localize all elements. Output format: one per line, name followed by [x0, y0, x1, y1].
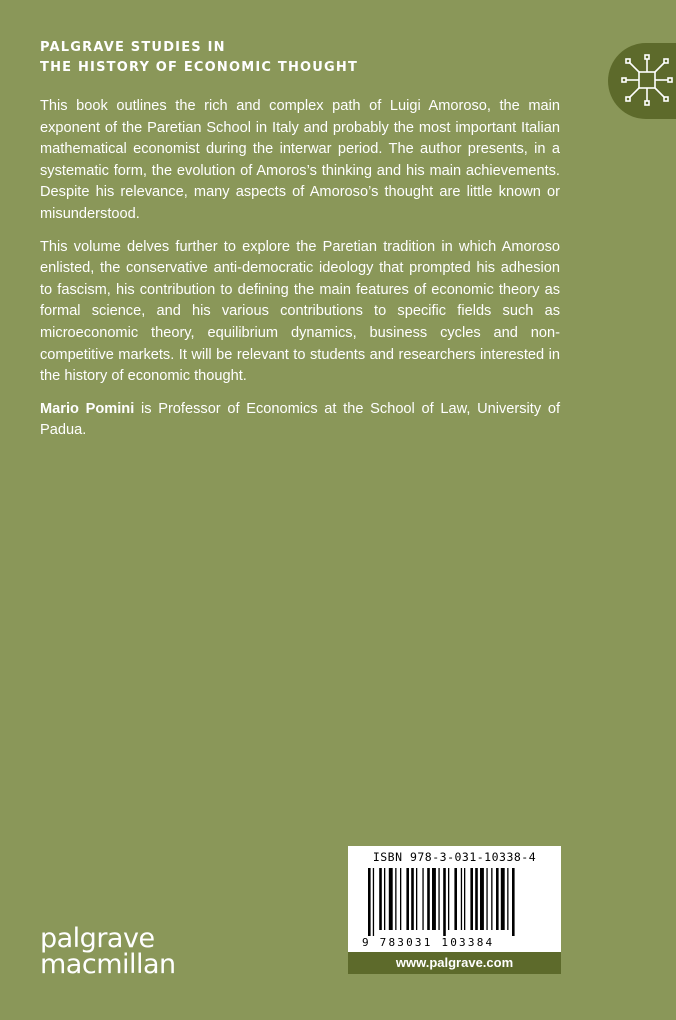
author-bio-text: is Professor of Economics at the School of Law, University of Padua. [40, 400, 561, 439]
barcode-box [348, 846, 561, 952]
series-line-1: PALGRAVE STUDIES IN [40, 40, 226, 55]
palgrave-emblem-icon [620, 53, 674, 107]
isbn-label: ISBN 978-3-031-10338-4 [372, 850, 537, 864]
back-cover-blurb [40, 96, 560, 453]
barcode-digits: 9 783031 103384 [362, 936, 495, 949]
blurb-paragraph-2: This volume delves further to explore the Paretian tradition in which Amoroso enlisted, the conservative anti-democratic ideology that prompted his adhesion to fascism, his contribution to defining the main features of economic theory as formal science, and his various contributions to specific fields such as microeconomic theory, equilibrium dynamics, business cycles and non-competitive markets. It will be relevant to students and researchers interested in the history of economic thought. [40, 238, 560, 385]
author-name: Mario Pomini [40, 400, 135, 417]
series-title [40, 38, 358, 78]
series-line-2: THE HISTORY OF ECONOMIC THOUGHT [40, 60, 359, 75]
author-bio [40, 399, 560, 442]
publisher-line-1: palgrave [40, 923, 155, 954]
publisher-line-2: macmillan [40, 949, 176, 980]
blurb-paragraph-1: This book outlines the rich and complex path of Luigi Amoroso, the main exponent of the Paretian School in Italy and probably the most important Italian mathematical economist during the interwar period. The author presents, in a systematic form, the evolution of Amoros’s thinking and his main achievements. Despite his relevance, many aspects of Amoroso’s thought are little known or misunderstood. [40, 98, 560, 222]
website-link[interactable]: www.palgrave.com [348, 952, 561, 974]
barcode-icon [362, 868, 552, 936]
publisher-logo [40, 923, 176, 980]
emblem-tab [608, 43, 676, 119]
